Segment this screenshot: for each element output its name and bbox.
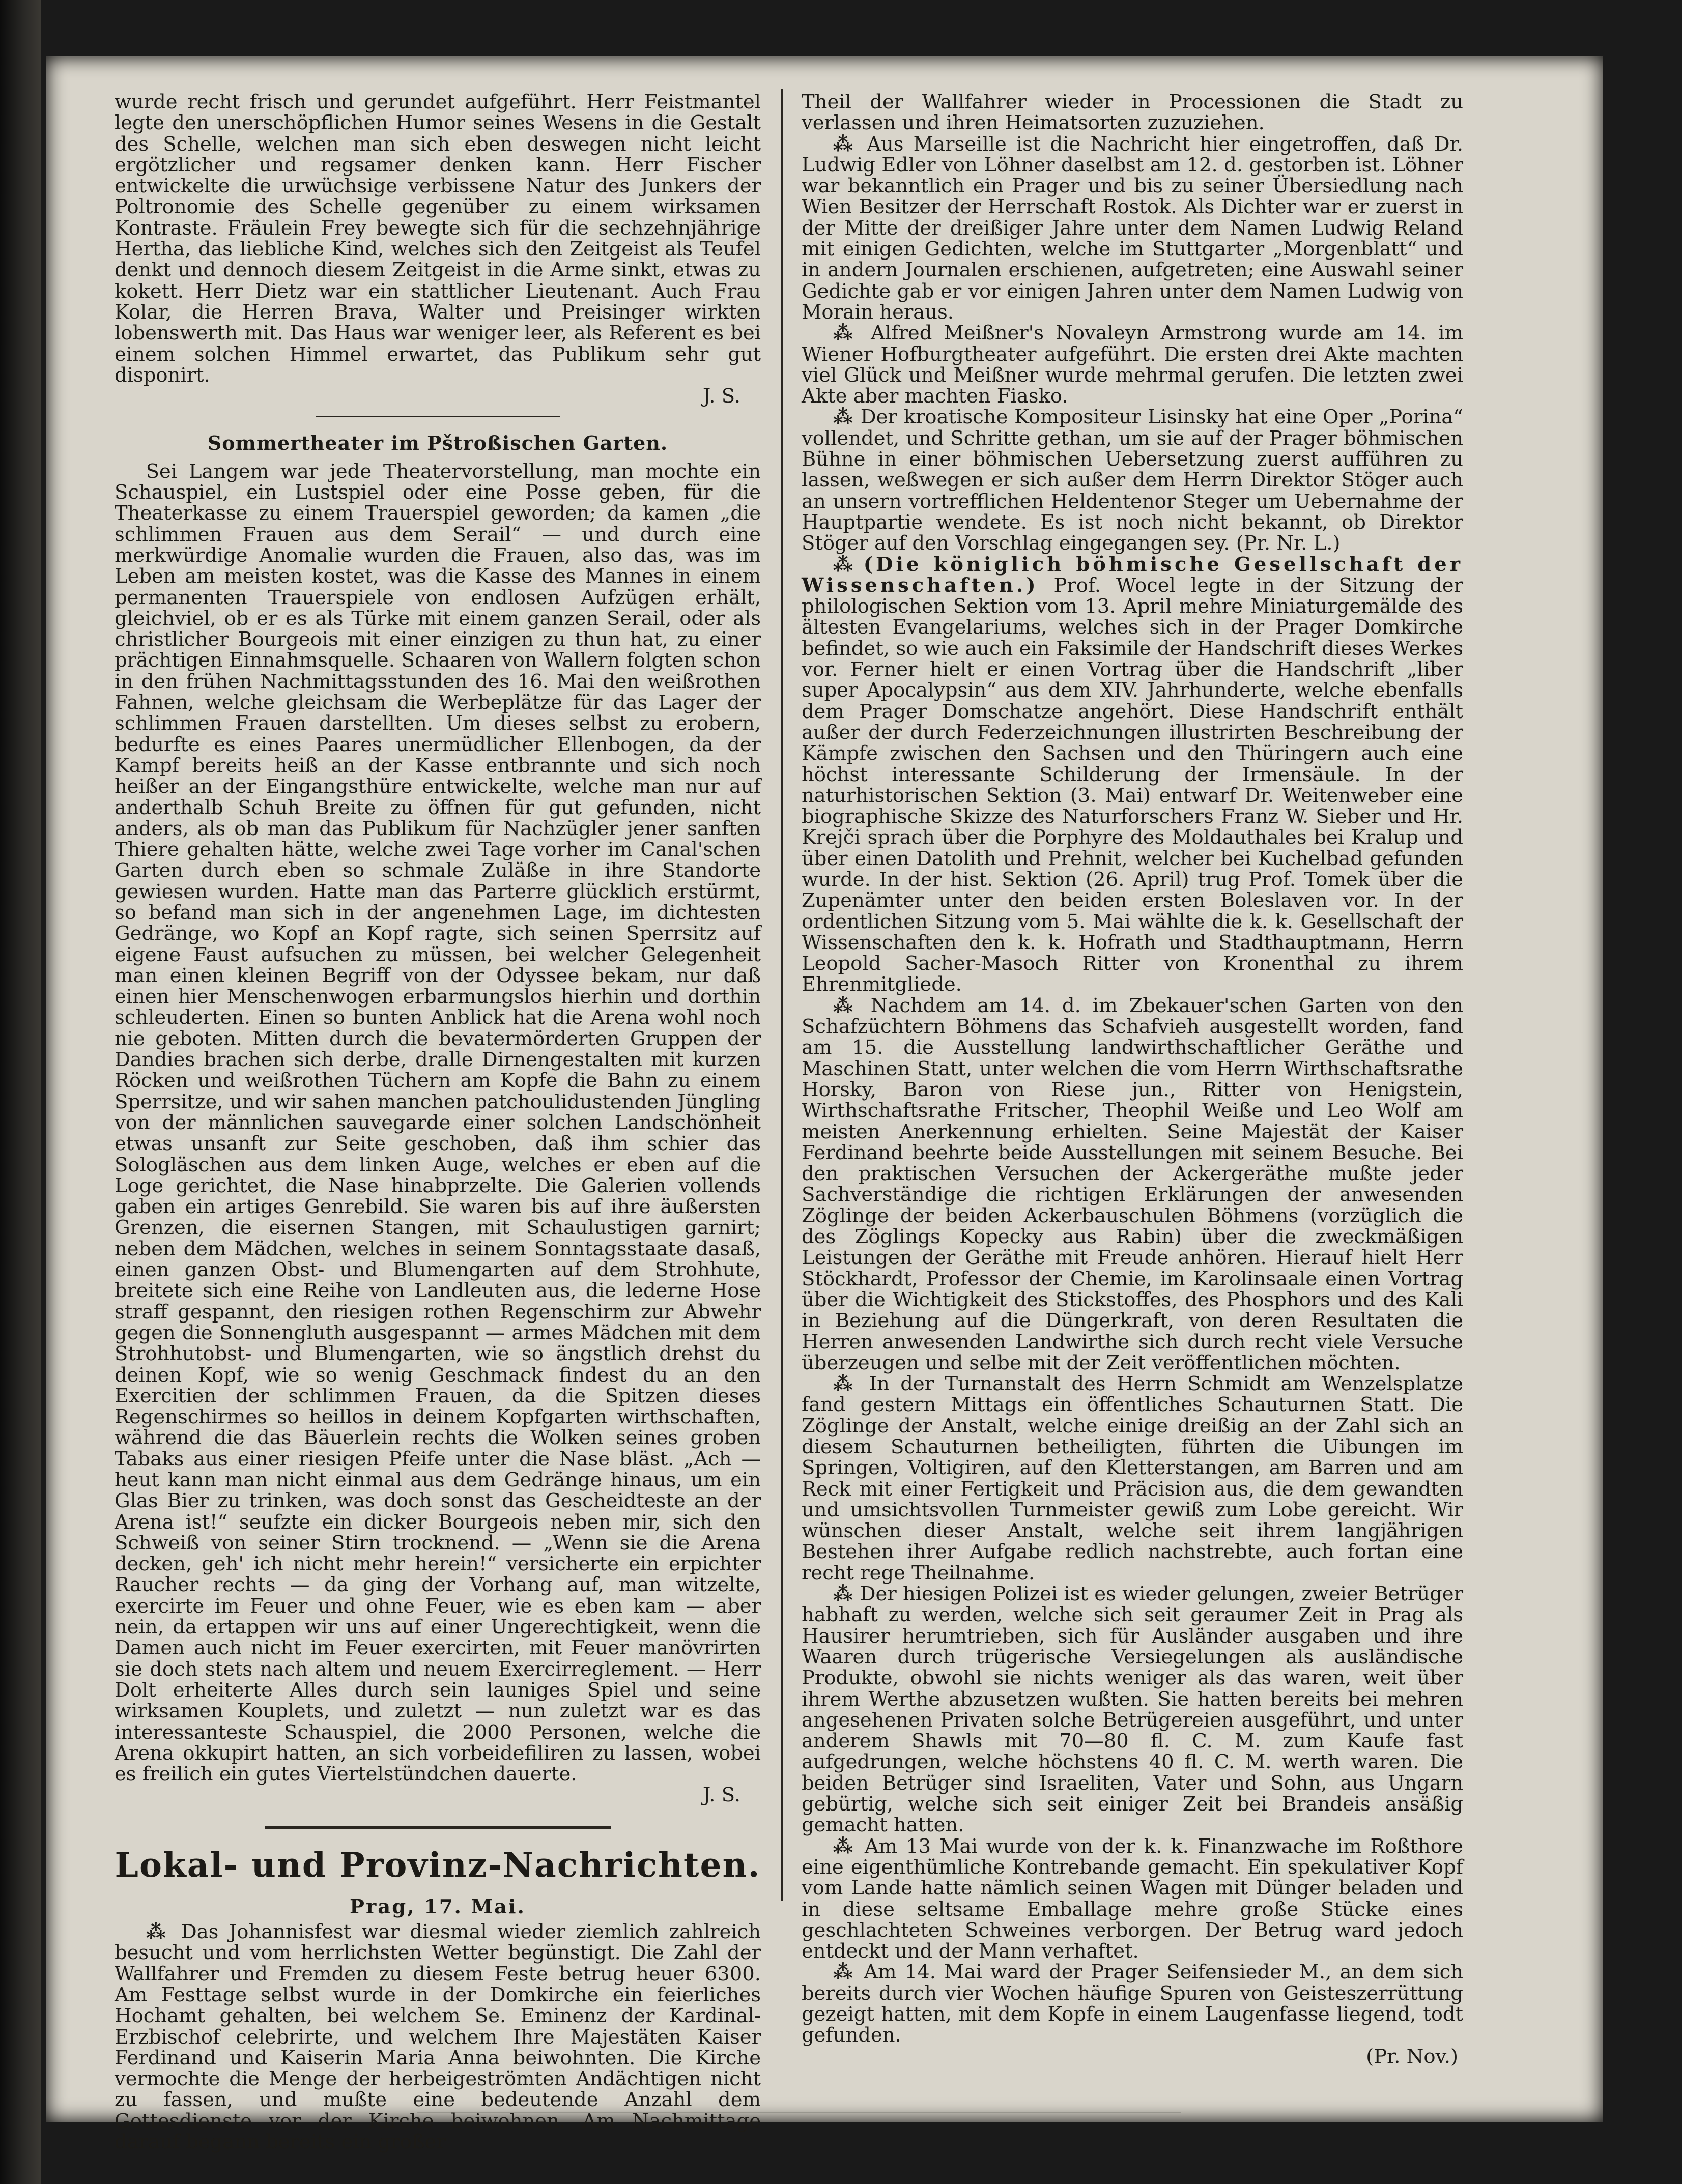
- news-source: (Pr. Nov.): [1366, 2045, 1458, 2068]
- news-item-contraband: [802, 1836, 1463, 1962]
- article-signature: J. S.: [702, 1784, 740, 1807]
- news-item-exhibition: [802, 995, 1463, 1373]
- news-text: Am 13 Mai wurde von der k. k. Finanzwache im Roßthore eine eigenthümliche Kontrebande gemacht. Ein spekulativer Kopf vom Lande hatte nämlich seinen Wagen mit Dünger beladen und in diese seltsame Emballage mehre große Stücke eines geschlachteten Schweines verborgen. Der Betrug ward jedoch entdeckt und der Mann verhaftet.: [802, 1834, 1463, 1963]
- theater-review-ending: wurde recht frisch und gerundet aufgeführt. Herr Feistmantel legte den unerschöpflichen Humor seines Wesens in die Gestalt des Schelle, welchen man sich eben deswegen nicht leicht ergötzlicher und regsamer denken kann. Herr Fischer entwickelte die urwüchsige verbissene Natur des Junkers der Poltronomie des Schelle gegenüber zu einem wirksamen Kontraste. Fräulein Frey bewegte sich für die sechzehnjährige Hertha, das liebliche Kind, welches sich den Zeitgeist als Teufel denkt und dennoch diesem Zeitgeist in die Arme sinkt, etwas zu kokett. Herr Dietz war ein stattlicher Lieutenant. Auch Frau Kolar, die Herren Brava, Walter und Preisinger wirkten lobenswerth mit. Das Haus war weniger leer, als Referent es bei einem solchen Himmel erwartet, das Publikum sehr gut disponirt.: [115, 91, 761, 387]
- asterism-icon: ⁂: [833, 132, 867, 156]
- separator-rule: [316, 416, 560, 417]
- news-continuation: Theil der Wallfahrer wieder in Processionen die Stadt zu verlassen und ihren Heimatsorten zuzuziehen.: [802, 91, 1463, 135]
- asterism-icon: ⁂: [833, 322, 871, 345]
- asterism-icon: ⁂: [833, 1583, 860, 1606]
- asterism-icon: ⁂: [833, 553, 864, 576]
- news-item-meissner: [802, 323, 1463, 407]
- news-item-johannisfest: [115, 1921, 761, 2152]
- asterism-icon: ⁂: [833, 1834, 865, 1858]
- right-column: [802, 92, 1463, 2067]
- asterism-icon: ⁂: [833, 994, 871, 1017]
- news-text: Aus Marseille ist die Nachricht hier eingetroffen, daß Dr. Ludwig Edler von Löhner daselbst am 12. d. gestorben ist. Löhner war bekanntlich ein Prager und bis zu seiner Übersiedlung nach Wien Besitzer der Herrschaft Rostok. Als Dichter war er zuerst in der Mitte der dreißiger Jahre unter dem Namen Ludwig Reland mit einigen Gedichten, welche im Stuttgarter „Morgenblatt“ und in andern Journalen erschienen, aufgetreten; eine Auswahl seiner Gedichte gab er vor einigen Jahren unter dem Namen Ludwig von Morain heraus.: [802, 132, 1463, 324]
- section-rule: [265, 1826, 611, 1829]
- news-text: Der kroatische Kompositeur Lisinsky hat eine Oper „Porina“ vollendet, und Schritte gethan, um sie auf der Prager böhmischen Bühne in einer böhmischen Uebersetzung zuerst aufführen zu lassen, weßwegen er sich außer dem Herrn Direktor Stöger auch an unsern vortrefflichen Heldentenor Steger um Uebernahme der Hauptpartie wendete. Es ist noch nicht bekannt, ob Direktor Stöger auf den Vorschlag eingegangen sey. (Pr. Nr. L.): [802, 406, 1463, 555]
- news-item-turnanstalt: [802, 1373, 1463, 1584]
- summer-theater-article: Sei Langem war jede Theatervorstellung, man mochte ein Schauspiel, ein Lustspiel oder eine Posse geben, für die Theaterkasse zu einem Trauerspiel geworden; da kamen „die schlimmen Frauen aus dem Serail“ — und durch eine merkwürdige Anomalie wurden die Frauen, also das, was im Leben am meisten kostet, was die Kasse des Mannes in einem permanenten Trauerspiele von endlosen Aufzügen erhält, gleichviel, ob er es als Türke mit einem ganzen Serail, oder als christlicher Bourgeois mit einer einzigen zu thun hat, zu einer prächtigen Einnahmsquelle. Schaaren von Wallern folgten schon in den frühen Nachmittagsstunden des 16. Mai den weißrothen Fahnen, welche gleichsam die Werbeplätze für das Lager der schlimmen Frauen darstellten. Um dieses selbst zu erobern, bedurfte es eines Paares unermüdlicher Ellenbogen, da der Kampf bereits heiß an der Kasse entbrannte und sich noch heißer an der Eingangsthüre entwickelte, welche man nur auf anderthalb Schuh Breite zu öffnen für gut gefunden, nicht anders, als ob man das Publikum für Nachzügler jener sanften Thiere gehalten hätte, welche zwei Tage vorher im Canal'schen Garten durch eben so schmale Zuläße in ihre Standorte gewiesen wurden. Hatte man das Parterre glücklich erstürmt, so befand man sich in der angenehmen Lage, im dichtesten Gedränge, wo Kopf an Kopf ragte, sich seinen Sperrsitz auf eigene Faust aufsuchen zu müssen, bei welcher Gelegenheit man einen kleinen Begriff von der Odyssee bekam, nur daß einen hier Menschenwogen erbarmungslos hierhin und dorthin schleuderten. Einen so bunten Anblick hat die Arena wohl noch nie geboten. Mitten durch die bevatermörderten Gruppen der Dandies brachen sich derbe, dralle Dirnengestalten mit kurzen Röcken und weißrothen Tüchern am Kopfe die Bahn zu einem Sperrsitze, und wir sahen manchen patchoulidustenden Jüngling von der männlichen sauvegarde einer solchen Landschönheit etwas unsanft zur Seite geschoben, daß ihm schier das Sologläschen aus dem linken Auge, welches er eben auf die Loge gerichtet, die Nase hinabprzelte. Die Galerien vollends gaben ein artiges Genrebild. Sie waren bis auf ihre äußersten Grenzen, die eisernen Stangen, mit Schaulustigen garnirt; neben dem Mädchen, welches in seinem Sonntagsstaate dasaß, einen ganzen Obst- und Blumengarten auf dem Strohhute, breitete sich eine Reihe von Landleuten aus, die lederne Hose straff gespannt, den riesigen rothen Regenschirm zur Abwehr gegen die Sonnengluth ausgespannt — armes Mädchen mit dem Strohhutobst- und Blumengarten, wie so ängstlich drehst du deinen Kopf, wie so wenig Geschmack findest du an den Exercitien der schlimmen Frauen, da die Spitzen dieses Regenschirmes so heillos in deinem Kopfgarten wirthschaften, während die das Bäuerlein rechts die Wolken seines groben Tabaks aus einer riesigen Pfeife unter die Nase bläst. „Ach — heut kann man nicht einmal aus dem Gedränge hinaus, um ein Glas Bier zu trinken, was doch sonst das Gescheidteste an der Arena ist!“ seufzte ein dicker Bourgeois neben mir, sich den Schweiß von seiner Stirn trocknend. — „Wenn sie die Arena decken, geh' ich nicht mehr herein!“ versicherte ein erpichter Raucher rechts — da ging der Vorhang auf, man witzelte, exercirte im Feuer und ohne Feuer, wie es eben kam — aber nein, da ertappen wir uns auf einer Ungerechtigkeit, wenn die Damen auch nicht im Feuer exercirten, mit Feuer manövrirten sie doch stets nach altem und neuem Exercirreglement. — Herr Dolt erheiterte Alles durch sein launiges Spiel und seine wirksamen Kouplets, und zuletzt — nun zuletzt war es das interessanteste Schauspiel, die 2000 Personen, welche die Arena okkupirt hatten, an sich vorbeidefiliren zu lassen, wobei es freilich ein gutes Viertelstündchen dauerte.: [115, 459, 761, 1786]
- article-heading: Sommertheater im Pštroßischen Garten.: [207, 432, 668, 455]
- news-text: Prof. Wocel legte in der Sitzung der philologischen Sektion vom 13. April mehre Miniaturgemälde des ältesten Evangelariums, welches sich in der Prager Domkirche befindet, so wie auch ein Faksimile der Handschrift dieses Werkes vor. Ferner hielt er einen Vortrag über die Handschrift „liber super Apocalypsin“ aus dem XIV. Jahrhunderte, welche ebenfalls dem Prager Domschatze angehört. Diese Handschrift enthält außer der durch Federzeichnungen illustrirten Beschreibung der Kämpfe zwischen den Sachsen und den Thüringern auch eine höchst interessante Schilderung der Irmensäule. In der naturhistorischen Sektion (3. Mai) entwarf Dr. Weitenweber eine biographische Skizze des Naturforschers Franz W. Sieber und Hr. Krejči sprach über die Porphyre des Moldauthales bei Kralup und über einen Datolith und Prehnit, welcher bei Kuchelbad gefunden wurde. In der hist. Sektion (26. April) trug Prof. Tomek über die Zupenämter unter den beiden ersten Boleslaven vor. In der ordentlichen Sitzung vom 5. Mai wählte die k. k. Gesellschaft der Wissenschaften den k. k. Hofrath und Stadthauptmann, Herrn Leopold Sacher-Masoch Ritter von Kronenthal zu ihrem Ehrenmitgliede.: [802, 573, 1463, 996]
- news-text: Alfred Meißner's Novaleyn Armstrong wurde am 14. im Wiener Hofburgtheater aufgeführt. Die ersten drei Akte machten viel Glück und Meißner wurde mehrmal gerufen. Die letzten zwei Akte aber machten Fiasko.: [802, 322, 1463, 408]
- asterism-icon: ⁂: [833, 406, 861, 429]
- asterism-icon: ⁂: [833, 1372, 869, 1396]
- column-divider: [781, 89, 783, 1901]
- section-title: Lokal- und Provinz-Nachrichten.: [115, 1845, 761, 1885]
- news-spaced-heading: (Die königlich böhmische Gesellschaft der Wissenschaften.): [802, 553, 1463, 597]
- news-item-lisinsky: [802, 407, 1463, 554]
- news-item-seifensieder: [802, 1962, 1463, 2046]
- news-text: Der hiesigen Polizei ist es wieder gelungen, zweier Betrüger habhaft zu werden, welche sich seit geraumer Zeit in Prag als Hausirer herumtrieben, sich für Ausländer ausgaben und ihre Waaren durch trügerische Versiegelungen als ausländische Produkte, obwohl sie nichts weniger als das waren, weit über ihrem Werthe abzusetzen wußten. Sie hatten bereits bei mehren angesehenen Privaten solche Betrügereien ausgeführt, und unter anderem Shawls mit 70—80 fl. C. M. zum Kaufe fast aufgedrungen, welche höchstens 40 fl. C. M. werth waren. Die beiden Betrüger sind Israeliten, Vater und Sohn, aus Ungarn gebürtig, welche sich seit einiger Zeit bei Brandeis ansäßig gemacht hatten.: [802, 1583, 1463, 1837]
- review-signature: J. S.: [702, 385, 740, 408]
- news-text: Nachdem am 14. d. im Zbekauer'schen Garten von den Schafzüchtern Böhmens das Schafvieh ausgestellt worden, fand am 15. die Ausstellung landwirthschaftlicher Geräthe und Maschinen Statt, unter welchen die vom Herrn Wirthschaftsrathe Horsky, Baron von Riese jun., Ritter von Henigstein, Wirthschaftsrathe Fritscher, Theophil Weiße und Leo Wolf am meisten Anerkennung erhielten. Seine Majestät der Kaiser Ferdinand beehrte beide Ausstellungen mit seinem Besuche. Bei den praktischen Versuchen der Ackergeräthe mußte jeder Sachverständige die richtigen Erklärungen der anwesenden Zöglinge der beiden Ackerbauschulen Böhmens (vorzüglich die des Zöglings Kopecky aus Rabin) über die zweckmäßigen Leistungen der Geräthe mit Freude anhören. Hierauf hielt Herr Stöckhardt, Professor der Chemie, im Karolinsaale einen Vortrag über die Wichtigkeit des Stickstoffes, des Phosphors und des Kali in Beziehung auf die Düngerkraft, von deren Resultaten die Herren anwesenden Landwirthe sich durch recht viele Versuche überzeugen und selbe mit der Zeit veröffentlichen möchten.: [802, 994, 1463, 1374]
- bleed-through-line: [417, 2112, 1181, 2113]
- previous-page-edge: [0, 0, 41, 2184]
- news-item-loehner: [802, 134, 1463, 323]
- news-text: In der Turnanstalt des Herrn Schmidt am Wenzelsplatze fand gestern Mittags ein öffentliches Schauturnen Statt. Die Zöglinge der Anstalt, welche einige dreißig an der Zahl sich an diesem Schauturnen betheiligten, führten die Uibungen im Springen, Voltigiren, auf den Kletterstangen, am Barren und am Reck mit einer Fertigkeit und Präcision aus, die dem gewandten und umsichtsvollen Turnmeister gewiß zum Lobe gereicht. Wir wünschen dieser Anstalt, welche seit ihrem langjährigen Bestehen ihrer Aufgabe redlich nachstrebte, auch fortan eine recht rege Theilnahme.: [802, 1372, 1463, 1585]
- news-text: Am 14. Mai ward der Prager Seifensieder M., an dem sich bereits durch vier Wochen häufige Spuren von Geisteszerrüttung gezeigt hatten, mit dem Kopfe in einem Laugenfasse liegend, todt gefunden.: [802, 1961, 1463, 2047]
- news-item-police: [802, 1584, 1463, 1836]
- asterism-icon: ⁂: [833, 1961, 864, 1984]
- news-item-society: [802, 554, 1463, 995]
- left-column: [115, 92, 761, 2152]
- asterism-icon: ⁂: [146, 1920, 181, 1944]
- dateline: Prag, 17. Mai.: [350, 1895, 526, 1918]
- news-text: Das Johannisfest war diesmal wieder ziemlich zahlreich besucht und vom herrlichsten Wetter begünstigt. Die Zahl der Wallfahrer und Fremden zu diesem Feste betrug heuer 6300. Am Festtage selbst wurde in der Domkirche ein feierliches Hochamt gehalten, bei welchem Se. Eminenz der Kardinal-Erzbischof celebrirte, und welchem Ihre Majestäten Kaiser Ferdinand und Kaiserin Maria Anna beiwohnten. Die Kirche vermochte die Menge der herbeigeströmten Andächtigen nicht zu fassen, und mußte eine bedeutende Anzahl dem Gottesdienste vor der Kirche beiwohnen. Am Nachmittage darauf begann bereits ein großer: [115, 1920, 761, 2154]
